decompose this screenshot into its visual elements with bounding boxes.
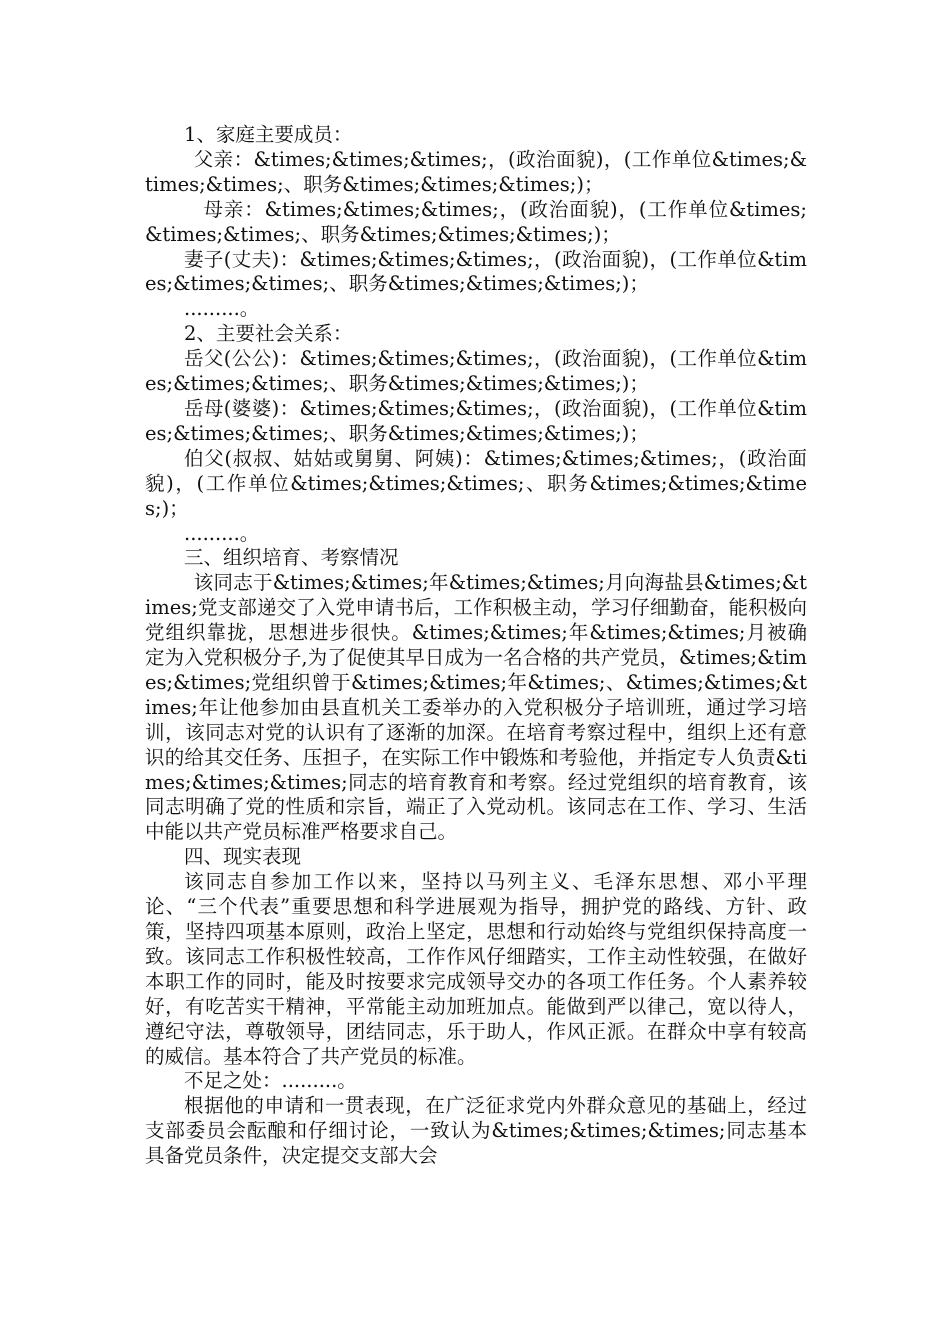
- paragraph-father: 父亲：&times;&times;&times;，(政治面貌)，(工作单位&times;&times;&times;、职务&times;&times;&times;)；: [145, 147, 807, 196]
- paragraph-father-in-law: 岳父(公公)：&times;&times;&times;，(政治面貌)，(工作单位&times;&times;&times;、职务&times;&times;&times;)；: [145, 347, 807, 396]
- document-body: [145, 123, 807, 1169]
- paragraph-ellipsis-2: .........。: [184, 521, 260, 545]
- paragraph-conclusion: 根据他的申请和一贯表现，在广泛征求党内外群众意见的基础上，经过支部委员会酝酿和仔细讨论，一致认为&times;&times;&times;同志基本具备党员条件，决定提交支部大会: [145, 1094, 807, 1168]
- paragraph-spouse: 妻子(丈夫)：&times;&times;&times;，(政治面貌)，(工作单位&times;&times;&times;、职务&times;&times;&times;)；: [145, 247, 807, 296]
- paragraph-ellipsis-1: .........。: [184, 297, 260, 321]
- paragraph-cultivation: 该同志于&times;&times;年&times;&times;月向海盐县&times;&times;党支部递交了入党申请书后，工作积极主动，学习仔细勤奋，能积极向党组织靠拢，思想进步很快。&times;&times;年&times;&times;月被确定为入党积极分子,为了促使其早日成为一名合格的共产党员，&times;&times;&times;党组织曾于&times;&times;年&times;、&times;&times;&times;年让他参加由县直机关工委举办的入党积极分子培训班，通过学习培训，该同志对党的认识有了逐渐的加深。在培育考察过程中，组织上还有意识的给其交任务、压担子，在实际工作中锻炼和考验他，并指定专人负责&times;&times;&times;同志的培育教育和考察。经过党组织的培育教育，该同志明确了党的性质和宗旨，端正了入党动机。该同志在工作、学习、生活中能以共产党员标准严格要求自己。: [145, 571, 807, 844]
- paragraph-mother: 母亲：&times;&times;&times;，(政治面貌)，(工作单位&times;&times;&times;、职务&times;&times;&times;)；: [145, 197, 807, 246]
- paragraph-uncle-aunt: 伯父(叔叔、姑姑或舅舅、阿姨)：&times;&times;&times;，(政治面貌)，(工作单位&times;&times;&times;、职务&times;&times;&times;)；: [145, 446, 807, 520]
- paragraph-social-heading: 2、主要社会关系：: [184, 322, 353, 346]
- paragraph-mother-in-law: 岳母(婆婆)：&times;&times;&times;，(政治面貌)，(工作单位&times;&times;&times;、职务&times;&times;&times;)；: [145, 396, 807, 445]
- paragraph-shortcomings: 不足之处：.........。: [184, 1069, 357, 1093]
- paragraph-performance: 该同志自参加工作以来，坚持以马列主义、毛泽东思想、邓小平理论、“三个代表”重要思想和科学进展观为指导，拥护党的路线、方针、政策，坚持四项基本原则，政治上坚定，思想和行动始终与党组织保持高度一致。该同志工作积极性较高，工作作风仔细踏实，工作主动性较强，在做好本职工作的同时，能及时按要求完成领导交办的各项工作任务。个人素养较好，有吃苦实干精神，平常能主动加班加点。能做到严以律己，宽以待人，遵纪守法，尊敬领导，团结同志，乐于助人，作风正派。在群众中享有较高的威信。基本符合了共产党员的标准。: [145, 870, 807, 1068]
- paragraph-family-heading: 1、家庭主要成员：: [184, 123, 353, 146]
- section-heading-performance: 四、现实表现: [184, 845, 302, 869]
- section-heading-cultivation: 三、组织培育、考察情况: [184, 546, 399, 570]
